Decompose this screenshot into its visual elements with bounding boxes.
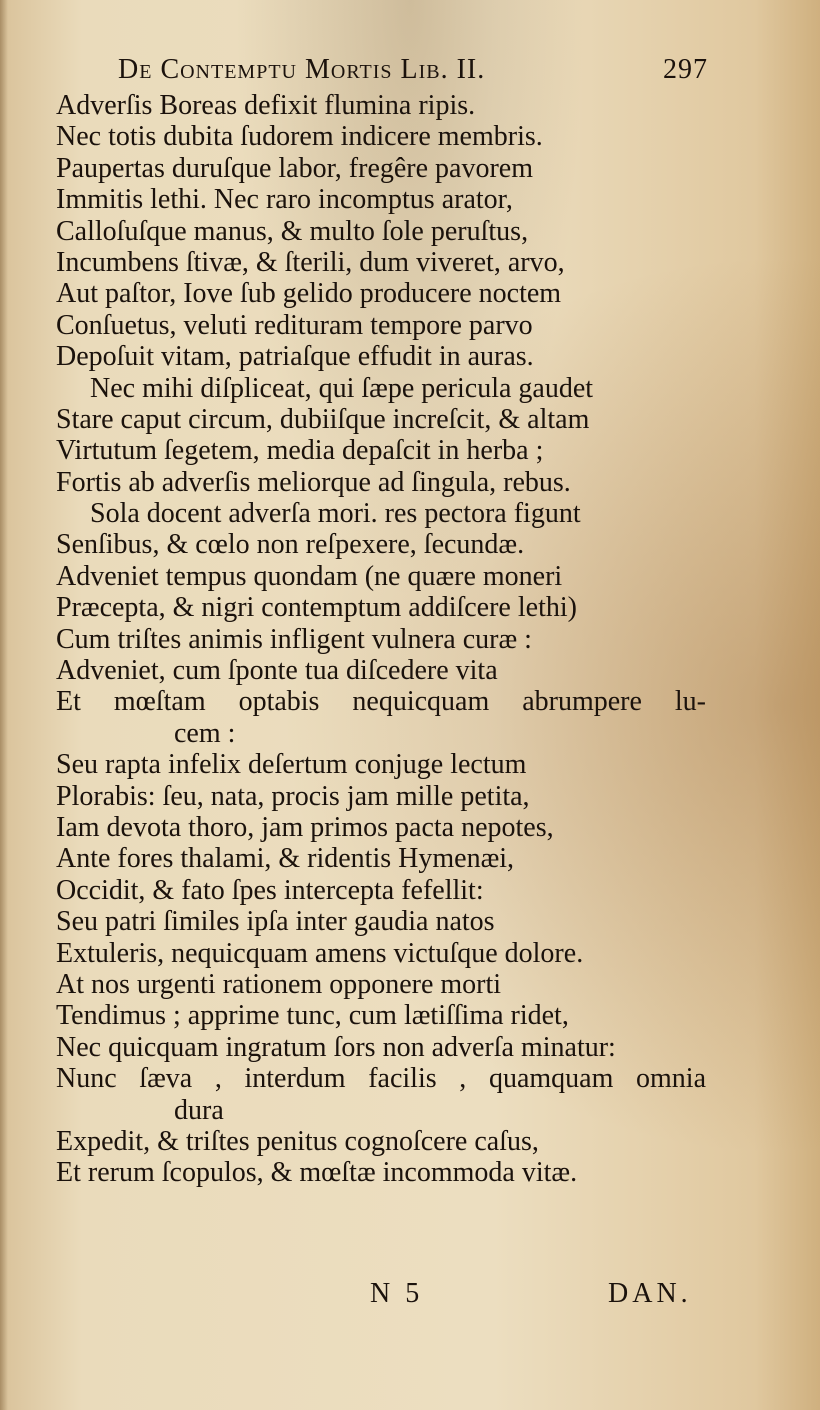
verse-line: Nunc ſæva , interdum facilis , quamquam omnia	[56, 1063, 706, 1095]
verse-line: Fortis ab adverſis meliorque ad ſingula, rebus.	[56, 466, 571, 498]
verse-line: Plorabis: ſeu, nata, procis jam mille petita,	[56, 780, 530, 812]
verse-line: Seu patri ſimiles ipſa inter gaudia natos	[56, 906, 495, 938]
verse-line: Immitis lethi. Nec raro incomptus arator,	[56, 184, 513, 216]
verse-line: Adveniet, cum ſponte tua diſcedere vita	[56, 655, 498, 687]
verse-line: dura	[174, 1094, 224, 1126]
verse-line: Virtutum ſegetem, media depaſcit in herba ;	[56, 435, 544, 467]
page-footer	[0, 1278, 820, 1318]
verse-line: Et rerum ſcopulos, & mœſtæ incommoda vitæ.	[56, 1157, 578, 1189]
page-gutter-shadow	[0, 0, 8, 1410]
verse-line: Depoſuit vitam, patriaſque effudit in auras.	[56, 341, 534, 373]
verse-line: Sola docent adverſa mori. res pectora figunt	[90, 498, 581, 530]
verse-line: Ante fores thalami, & ridentis Hymenæi,	[56, 843, 515, 875]
verse-line: Extuleris, nequicquam amens victuſque dolore.	[56, 937, 584, 969]
verse-line: Aut paſtor, Iove ſub gelido producere noctem	[56, 278, 562, 310]
verse-line: Conſuetus, veluti redituram tempore parvo	[56, 309, 533, 341]
verse-line: Nec totis dubita ſudorem indicere membris.	[56, 121, 543, 153]
verse-line: Seu rapta infelix deſertum conjuge lectum	[56, 749, 527, 781]
catchword: DAN.	[608, 1278, 692, 1309]
verse-line: Adveniet tempus quondam (ne quære moneri	[56, 560, 563, 592]
verse-line: Iam devota thoro, jam primos pacta nepotes,	[56, 811, 554, 843]
verse-line: Præcepta, & nigri contemptum addiſcere lethi)	[56, 592, 577, 624]
verse-line: At nos urgenti rationem opponere morti	[56, 968, 502, 1000]
verse-line: Nec mihi diſpliceat, qui ſæpe pericula gaudet	[90, 372, 594, 404]
verse-line: Et mœſtam optabis nequicquam abrumpere lu-	[56, 686, 706, 718]
verse-line: Paupertas duruſque labor, fregêre pavorem	[56, 152, 534, 184]
verse-line: Incumbens ſtivæ, & ſterili, dum viveret, arvo,	[56, 246, 565, 278]
running-title: De Contemptu Mortis Lib. II.	[118, 54, 486, 85]
verse-text	[56, 90, 706, 1189]
running-header	[118, 54, 708, 94]
verse-line: Cum triſtes animis infligent vulnera curæ :	[56, 623, 532, 655]
verse-line: Adverſis Boreas defixit flumina ripis.	[56, 90, 476, 121]
verse-line: Calloſuſque manus, & multo ſole peruſtus,	[56, 215, 529, 247]
verse-line: Occidit, & fato ſpes intercepta fefellit:	[56, 874, 484, 906]
verse-line: Stare caput circum, dubiiſque increſcit, & altam	[56, 403, 590, 435]
page-number: 297	[663, 54, 708, 85]
signature-mark: N 5	[370, 1278, 424, 1309]
verse-line: Nec quicquam ingratum ſors non adverſa minatur:	[56, 1031, 616, 1063]
verse-line: Senſibus, & cœlo non reſpexere, ſecundæ.	[56, 529, 525, 561]
verse-line: cem :	[174, 717, 236, 749]
verse-line: Expedit, & triſtes penitus cognoſcere caſus,	[56, 1125, 539, 1157]
verse-line: Tendimus ; apprime tunc, cum lætiſſima ridet,	[56, 1000, 569, 1032]
